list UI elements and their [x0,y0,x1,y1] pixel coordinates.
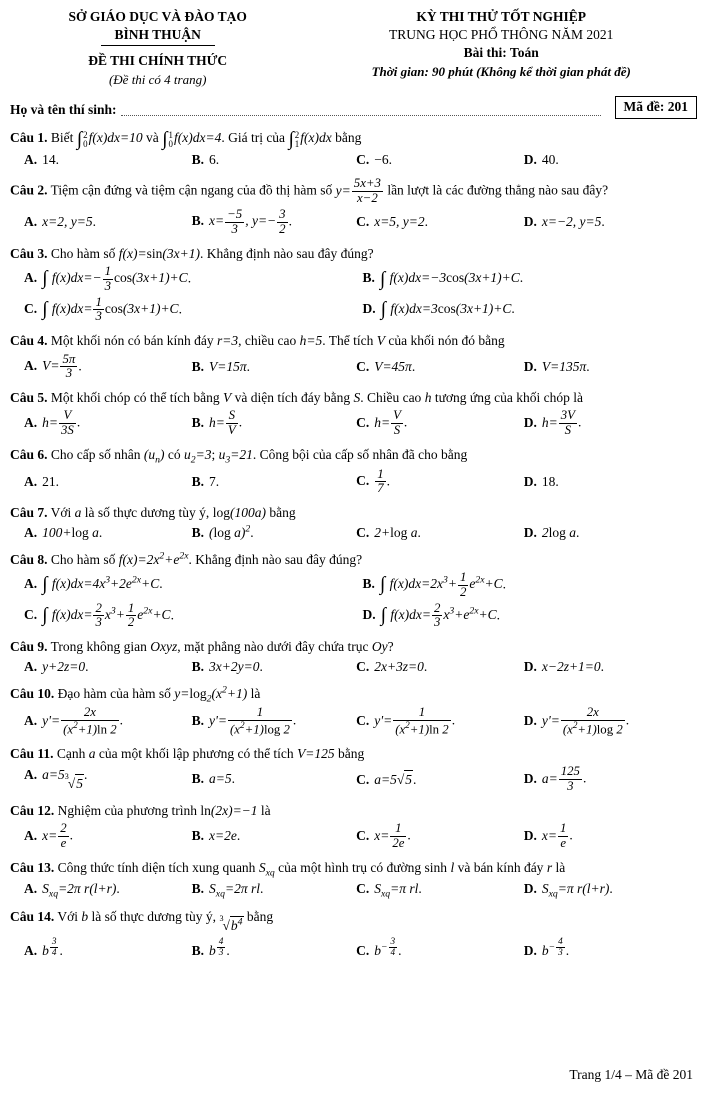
option-letter: D. [362,301,376,317]
question-label: Câu 3. [10,245,48,261]
option-letter: D. [523,943,537,959]
option-letter: A. [24,659,38,675]
question-label: Câu 9. [10,639,48,655]
answer-option [192,827,352,845]
option-text: ∫ f(x)dx= $\frac{2}{3}$ $x^3+e^{2x}+C$. [380,600,501,630]
question [10,245,697,325]
option-letter: B. [362,270,375,286]
option-letter: A. [24,214,38,230]
question-label: Câu 10. [10,685,55,701]
option-letter: A. [24,881,38,897]
options-row [24,937,697,960]
option-letter: C. [356,771,370,787]
option-letter: A. [24,576,38,592]
option-text: $\frac{1}{7}$ . [377,466,390,496]
question-stem: Đạo hàm của hàm số $y=\log_2(x^2+1)$ là [57,684,261,705]
option-text: b $^{\frac{4}{3}}$ . [209,935,230,959]
option-text: x= $\frac{-5}{3}$ , y=− $\frac{3}{2}$ . [209,207,292,236]
question-stem-row [10,638,697,656]
answer-option [356,409,520,438]
option-text: −6. [374,152,392,168]
option-text: 100+log a. [42,525,103,541]
answer-option [192,937,352,960]
options-row [24,524,697,542]
student-name-row [10,96,697,119]
answer-option [356,658,520,676]
option-text: h= $\frac{V}{S}$ . [374,408,408,438]
answer-option [356,151,520,169]
question-stem-row [10,177,697,206]
option-letter: A. [24,766,38,782]
question [10,389,697,438]
option-letter: A. [24,827,38,843]
option-text: x=5, y=2. [374,214,429,230]
answer-option [192,524,352,542]
option-text: ∫ f(x)dx=−3cos(3x+1)+C. [379,268,524,290]
answer-option [524,524,697,542]
option-text: 2+log a. [374,525,421,541]
option-text: a= $\frac{125}{3}$ . [541,764,587,794]
option-text: x= $\frac{1}{2e}$ . [374,821,411,850]
option-letter: D. [523,525,537,541]
option-text: ∫ f(x)dx=− $\frac{1}{3}$ cos(3x+1)+C. [42,263,192,293]
option-letter: B. [191,943,205,959]
answer-option [356,468,520,497]
answer-option [192,880,352,899]
option-letter: D. [523,881,537,897]
question-stem-row [10,685,697,704]
options-row [24,265,697,324]
option-letter: C. [356,827,370,843]
question-stem-row [10,859,697,878]
option-text: V=15π. [209,358,251,374]
answer-option [24,658,188,676]
option-text: $b^{- \frac{3}{4}}$ . [374,935,402,959]
option-text: 14. [42,152,59,168]
option-text: x=−2, y=5. [541,214,605,230]
options-row [24,706,697,737]
answer-option [356,213,520,231]
option-letter: D. [523,414,537,430]
page-count-note: (Đề thi có 4 trang) [108,71,207,87]
option-letter: C. [356,712,370,728]
option-text: 18. [541,473,559,489]
name-fill-line [121,103,601,117]
option-letter: D. [523,473,537,489]
answer-option [356,880,520,899]
question [10,638,697,676]
option-text: $S_{xq}=\pi$ r(l+r). [541,881,613,900]
answer-option [24,524,188,542]
question [10,446,697,496]
option-text: y'= $\frac{2x}{(x^2+1)\ln 2}$ . [42,705,123,737]
answer-option [363,571,698,600]
question [10,504,697,542]
option-letter: A. [24,525,38,541]
option-text: y'= $\frac{2x}{(x^2+1)\log 2}$ . [541,705,630,737]
answer-option [356,706,520,737]
question-stem: Một khối nón có bán kính đáy r=3, chiều cao h=5. Thể tích V của khối nón đó bằng [50,333,505,349]
option-text: ∫ f(x)dx=3cos(3x+1)+C. [380,299,515,321]
question-stem-row [10,908,697,935]
question [10,908,697,961]
answer-option [192,473,352,491]
option-letter: A. [24,473,38,489]
option-letter: D. [523,152,537,168]
option-text: (log a)$^2$. [209,523,254,541]
answer-option [24,353,188,382]
answer-option [524,213,697,231]
question-stem-row [10,332,697,350]
answer-option [192,208,352,237]
option-text: 7. [209,473,220,489]
option-letter: A. [24,270,38,286]
option-text: a=5 3 √ 5 . [42,767,87,782]
option-text: $b^{- \frac{4}{3}}$ . [541,935,570,959]
question-stem: Cạnh a của một khối lập phương có thể tích V=125 bằng [56,746,365,762]
answer-option [24,822,188,851]
official-exam-label: ĐỀ THI CHÍNH THỨC [88,53,228,69]
question-label: Câu 2. [10,182,48,198]
answer-option [524,765,697,794]
option-letter: C. [356,881,370,897]
answer-option [24,473,188,491]
options-row [24,658,697,676]
answer-option [192,706,352,737]
question-label: Câu 4. [10,333,48,349]
answer-option [24,880,188,899]
answer-option [524,822,697,851]
option-letter: D. [523,214,537,230]
option-text: y'= $\frac{1}{(x^2+1)\ln 2}$ . [374,705,456,737]
question [10,859,697,900]
options-row [24,822,697,851]
answer-option [24,937,188,960]
question-stem-row [10,504,697,522]
answer-option [524,358,697,376]
answer-option [356,358,520,376]
option-letter: C. [356,358,370,374]
option-letter: D. [362,606,376,622]
question-stem-row [10,551,697,569]
question-label: Câu 13. [10,859,55,875]
option-letter: D. [523,659,537,675]
option-letter: B. [191,712,205,728]
option-text: x=2e. [209,828,241,844]
question-stem-row [10,745,697,763]
question [10,551,697,631]
answer-option [524,658,697,676]
answer-option [524,473,697,491]
answer-option [24,296,359,325]
question-label: Câu 7. [10,505,48,521]
options-row [24,468,697,497]
duration-line: Thời gian: 90 phút (Không kể thời gian phát đề) [371,63,631,79]
answer-option [192,658,352,676]
option-letter: D. [523,712,537,728]
question-label: Câu 11. [10,746,54,762]
province-line: BÌNH THUẬN [101,26,215,46]
question-label: Câu 1. [10,130,48,146]
option-text: h= $\frac{V}{3S}$ . [42,408,81,438]
question-stem-row [10,245,697,263]
student-name-label: Họ và tên thí sinh: [10,102,117,118]
answer-option [363,602,698,631]
option-letter: C. [24,301,38,317]
option-letter: B. [191,152,205,168]
option-letter: C. [356,659,370,675]
subject-line: Bài thi: Toán [463,45,539,61]
question-stem-row [10,446,697,465]
answer-option [24,766,188,793]
question-stem: Trong không gian Oxyz, mặt phẳng nào dưới đây chứa trục Oy? [50,639,394,655]
question-stem-row [10,389,697,407]
exam-title-line1: KỲ THI THỬ TỐT NGHIỆP [416,9,586,24]
option-letter: B. [191,473,205,489]
answer-option [356,524,520,542]
option-letter: B. [191,881,205,897]
option-text: y'= $\frac{1}{(x^2+1)\log 2}$ . [209,705,297,737]
answer-option [24,706,188,737]
question-stem: Với a là số thực dương tùy ý, log(100a) bằng [50,505,296,521]
options-row [24,880,697,899]
option-letter: B. [191,659,205,675]
question-stem: Nghiệm của phương trình ln(2x)=−1 là [57,802,271,818]
question-label: Câu 8. [10,551,48,567]
option-text: 21. [42,473,59,489]
answer-option [192,770,352,788]
option-text: a=5. [209,771,236,787]
option-letter: B. [191,828,205,844]
option-letter: D. [523,827,537,843]
option-text: h= $\frac{3V}{S}$ . [541,408,582,438]
options-row [24,151,697,169]
option-text: V=135π. [541,358,590,374]
question [10,177,697,236]
option-text: 2log a. [541,525,580,541]
header-left [10,8,305,88]
answer-option [524,706,697,737]
option-letter: C. [356,472,370,488]
question-stem-row [10,129,697,149]
answer-option [24,213,188,231]
option-letter: C. [24,606,38,622]
answer-option [192,151,352,169]
option-letter: A. [24,152,38,168]
page-header [10,8,697,88]
option-text: 2x+3z=0. [374,659,428,675]
option-letter: D. [523,770,537,786]
option-text: h= $\frac{S}{V}$ . [209,408,243,438]
answer-option [24,151,188,169]
question-stem: Cho cấp số nhân $(u_n)$ có $u_2=3$; $u_3=21$. Công bội của cấp số nhân đã cho bằng [50,447,468,466]
option-letter: B. [191,771,205,787]
option-letter: C. [356,414,370,430]
answer-option [524,937,697,960]
option-text: $S_{xq}=\pi$ rl. [374,881,422,900]
question-label: Câu 5. [10,390,48,406]
option-text: x= $\frac{2}{e}$ . [42,821,74,850]
question [10,802,697,851]
option-text: x= $\frac{1}{e}$ . [541,821,573,850]
option-letter: B. [191,525,205,541]
options-row [24,208,697,237]
question-stem: Với b là số thực dương tùy ý, 3 √ $b^4$ bằng [57,909,273,924]
header-right [305,8,697,80]
option-text: 6. [209,152,220,168]
option-text: ∫ f(x)dx= $\frac{2}{3}$ $x^3+$ $\frac{1}{2}$ $e^{2x}+C$. [42,600,174,630]
option-text: 40. [541,152,559,168]
option-letter: A. [24,414,38,430]
question [10,685,697,737]
answer-option [24,602,359,631]
exam-title-line2: TRUNG HỌC PHỔ THÔNG NĂM 2021 [389,27,614,43]
answer-option [524,151,697,169]
options-row [24,353,697,382]
answer-option [24,575,359,595]
question-label: Câu 6. [10,447,48,463]
option-letter: B. [191,213,205,229]
options-row [24,409,697,438]
questions-list [10,129,697,960]
option-letter: A. [24,712,38,728]
answer-option [356,770,520,789]
option-letter: B. [191,358,205,374]
question-label: Câu 14. [10,908,55,924]
option-letter: A. [24,357,38,373]
question [10,745,697,794]
option-letter: B. [191,414,205,430]
question-label: Câu 12. [10,802,55,818]
question-stem: Biết ∫ 2 0 f(x)dx=10 và ∫ 1 0 f(x)dx=4. Giá trị của ∫ 2 1 f(x)dx bằng [50,128,362,150]
option-text: y+2z=0. [42,659,89,675]
exam-code-box: Mã đề: 201 [615,96,698,119]
answer-option [524,409,697,438]
option-text: ∫ $f(x)dx=4x^3+2e^{2x}+C$. [42,574,163,596]
question [10,129,697,169]
option-text: $S_{xq}=2\pi$ rl. [209,881,264,900]
answer-option [363,300,698,320]
option-text: $S_{xq}=2\pi$ r(l+r). [42,881,120,900]
option-text: a=5 √ 5 . [374,772,416,787]
option-text: ∫ $f(x)dx=2x^3+$ $\frac{1}{2}$ $e^{2x}+C$. [379,569,507,599]
answer-option [356,937,520,960]
option-letter: C. [356,943,370,959]
answer-option [363,269,698,289]
answer-option [24,265,359,294]
option-letter: C. [356,152,370,168]
question-stem: Cho hàm số f(x)=sin(3x+1). Khẳng định nào sau đây đúng? [50,245,374,261]
option-text: V= $\frac{5\pi}{3}$ . [42,351,82,381]
question-stem: Công thức tính diện tích xung quanh $S_{xq}$ của một hình trụ có đường sinh l và bán kính đáy r là [57,859,566,879]
option-text: 3x+2y=0. [209,659,263,675]
option-letter: C. [356,214,370,230]
options-row [24,571,697,630]
option-letter: D. [523,358,537,374]
answer-option [192,409,352,438]
question-stem-row [10,802,697,820]
answer-option [24,409,188,438]
page-footer: Trang 1/4 – Mã đề 201 [569,1066,693,1082]
answer-option [192,358,352,376]
option-text: V=45π. [374,358,416,374]
option-letter: C. [356,525,370,541]
question-stem: Một khối chóp có thể tích bằng V và diện tích đáy bằng S. Chiều cao h tương ứng của khối chóp là [50,390,583,406]
question-stem: Cho hàm số $f(x)=2x^2+e^{2x}$. Khẳng định nào sau đây đúng? [50,550,363,567]
answer-option [356,822,520,851]
department-line: SỞ GIÁO DỤC VÀ ĐÀO TẠO [68,9,247,24]
question [10,332,697,381]
option-letter: B. [362,576,375,592]
question-stem: Tiệm cận đứng và tiệm cận ngang của đồ thị hàm số y= $\frac{5x+3}{x-2}$ lần lượt là các đường thẳng nào sau đây? [50,176,609,206]
options-row [24,765,697,794]
option-text: x=2, y=5. [42,214,96,230]
option-text: b $^{\frac{3}{4}}$ . [42,935,63,959]
option-letter: A. [24,943,38,959]
option-text: ∫ f(x)dx= $\frac{1}{3}$ cos(3x+1)+C. [42,294,182,324]
option-text: x−2z+1=0. [541,659,605,675]
answer-option [524,880,697,899]
